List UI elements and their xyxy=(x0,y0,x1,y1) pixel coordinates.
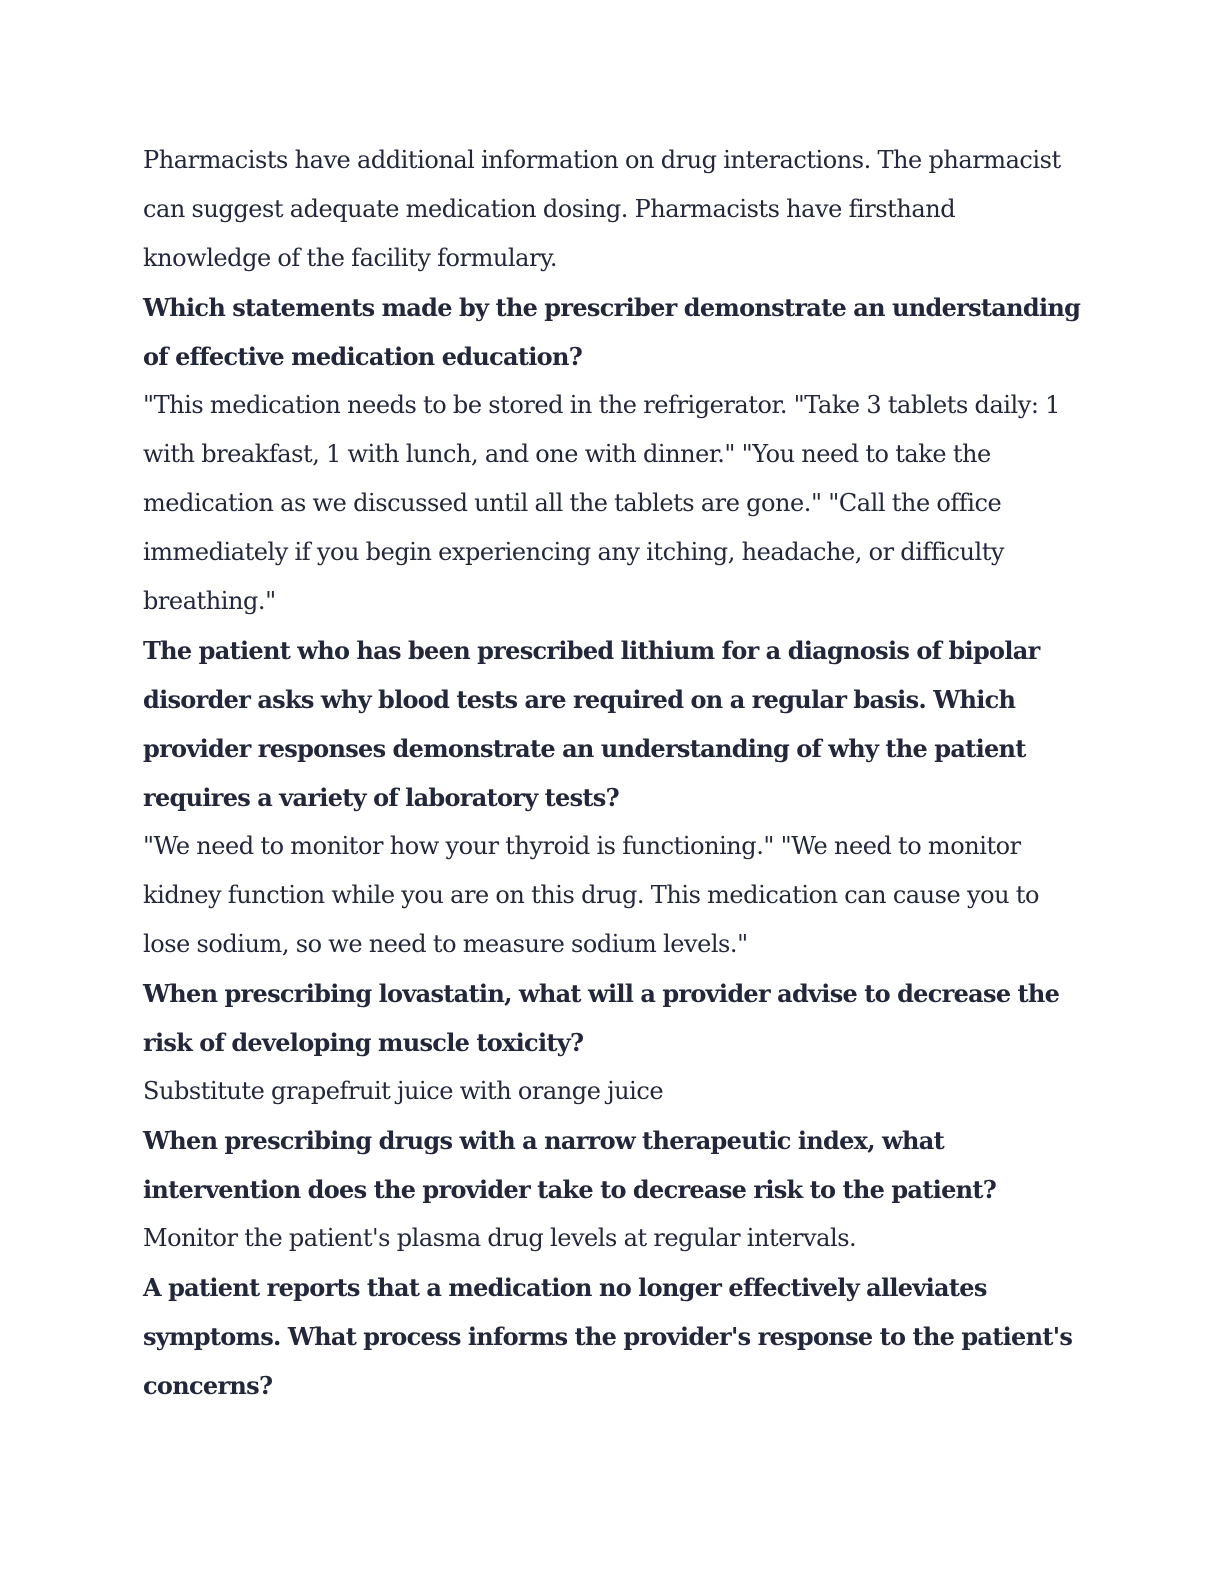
question-text: When prescribing drugs with a narrow therapeutic index, what intervention does the provider take to decrease risk to the patient? xyxy=(143,1126,997,1204)
question-text: Which statements made by the prescriber demonstrate an understanding of effective medication education? xyxy=(143,293,1081,371)
answer-text: Monitor the patient's plasma drug levels at regular intervals. xyxy=(143,1224,857,1252)
answer-text: "We need to monitor how your thyroid is functioning." "We need to monitor kidney function while you are on this drug. This medication can cause you to lose sodium, so we need to measure sodium levels." xyxy=(143,832,1039,958)
question-text: When prescribing lovastatin, what will a provider advise to decrease the risk of developing muscle toxicity? xyxy=(143,979,1060,1057)
answer-text: Substitute grapefruit juice with orange juice xyxy=(143,1077,664,1105)
question-text: A patient reports that a medication no longer effectively alleviates symptoms. What process informs the provider's response to the patient's concerns? xyxy=(143,1273,1073,1400)
answer-text: "This medication needs to be stored in the refrigerator. "Take 3 tablets daily: 1 with breakfast, 1 with lunch, and one with dinner." "You need to take the medication as we discussed until all the tablets are gone." "Call the office immediately if you begin experiencing any itching, headache, or difficulty breathing." xyxy=(143,391,1061,615)
answer-text: Pharmacists have additional information on drug interactions. The pharmacist can suggest adequate medication dosing. Pharmacists have firsthand knowledge of the facility formulary. xyxy=(143,146,1061,272)
document-body xyxy=(143,136,1083,1410)
question-text: The patient who has been prescribed lithium for a diagnosis of bipolar disorder asks why blood tests are required on a regular basis. Which provider responses demonstrate an understanding of why the patient requires a variety of laboratory tests? xyxy=(143,636,1040,812)
